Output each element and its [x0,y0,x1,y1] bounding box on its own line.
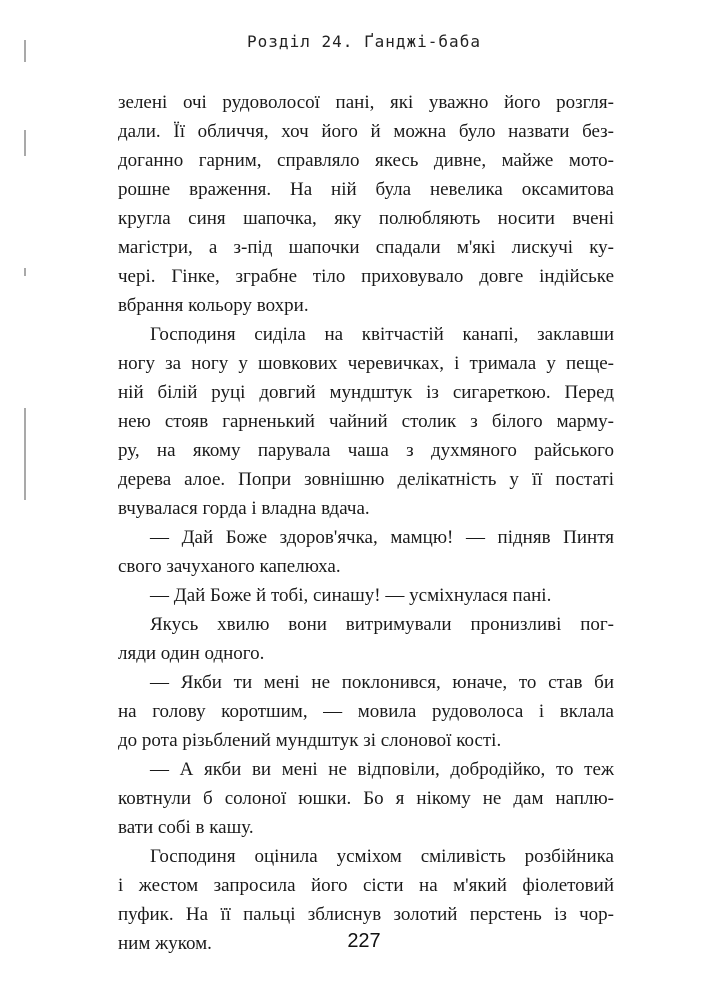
text-line: на голову коротшим, — мовила рудоволоса і вклала [118,701,614,722]
scan-edge-mark [24,408,26,500]
text-line: дали. Її обличчя, хоч його й можна було назвати без- [118,121,614,142]
text-line: свого зачуханого капелюха. [118,556,341,577]
scan-edge-mark [24,130,26,156]
page-number: 227 [347,930,381,952]
body-text [118,88,614,958]
text-line: Господиня сиділа на квітчастій канапі, заклавши [150,324,614,345]
text-line: — Дай Боже здоров'ячка, мамцю! — підняв Пинтя [150,527,614,548]
text-line: — А якби ви мені не відповіли, добродійко, то теж [150,759,614,780]
text-line: нею стояв гарненький чайний столик з білого марму- [118,411,614,432]
text-line: вбрання кольору вохри. [118,295,309,316]
text-line: ру, на якому парувала чаша з духмяного райського [118,440,614,461]
running-header: Розділ 24. Ґанджі-баба [247,32,481,51]
text-line: ній білій руці довгий мундштук із сигареткою. Перед [118,382,614,403]
text-line: пуфик. На її пальці зблиснув золотий перстень із чор- [118,904,614,925]
text-line: — Якби ти мені не поклонився, юначе, то став би [150,672,614,693]
text-line: дерева алое. Попри зовнішню делікатність у її постаті [118,469,614,490]
text-line: ним жуком. [118,933,212,954]
text-line: до рота різьблений мундштук зі слонової кості. [118,730,502,751]
text-line: магістри, а з-під шапочки спадали м'які лискучі ку- [118,237,614,258]
text-line: ковтнули б солоної юшки. Бо я нікому не дам наплю- [118,788,614,809]
text-line: доганно гарним, справляло якесь дивне, майже мото- [118,150,614,171]
text-line: ногу за ногу у шовкових черевичках, і тримала у пеще- [118,353,614,374]
scan-edge-mark [24,268,26,276]
text-line: рошне враження. На ній була невелика оксамитова [118,179,614,200]
text-line: зелені очі рудоволосої пані, які уважно його розгля- [118,92,614,113]
text-line: чері. Гінке, зграбне тіло приховувало довге індійське [118,266,614,287]
text-line: — Дай Боже й тобі, синашу! — усміхнулася пані. [150,585,552,606]
text-line: Якусь хвилю вони витримували пронизливі пог- [150,614,614,635]
text-line: кругла синя шапочка, яку полюбляють носити вчені [118,208,614,229]
text-line: і жестом запросила його сісти на м'який фіолетовий [118,875,614,896]
text-line: ляди один одного. [118,643,265,664]
text-line: вчувалася горда і владна вдача. [118,498,370,519]
text-line: вати собі в кашу. [118,817,254,838]
text-line: Господиня оцінила усміхом сміливість розбійника [150,846,614,867]
